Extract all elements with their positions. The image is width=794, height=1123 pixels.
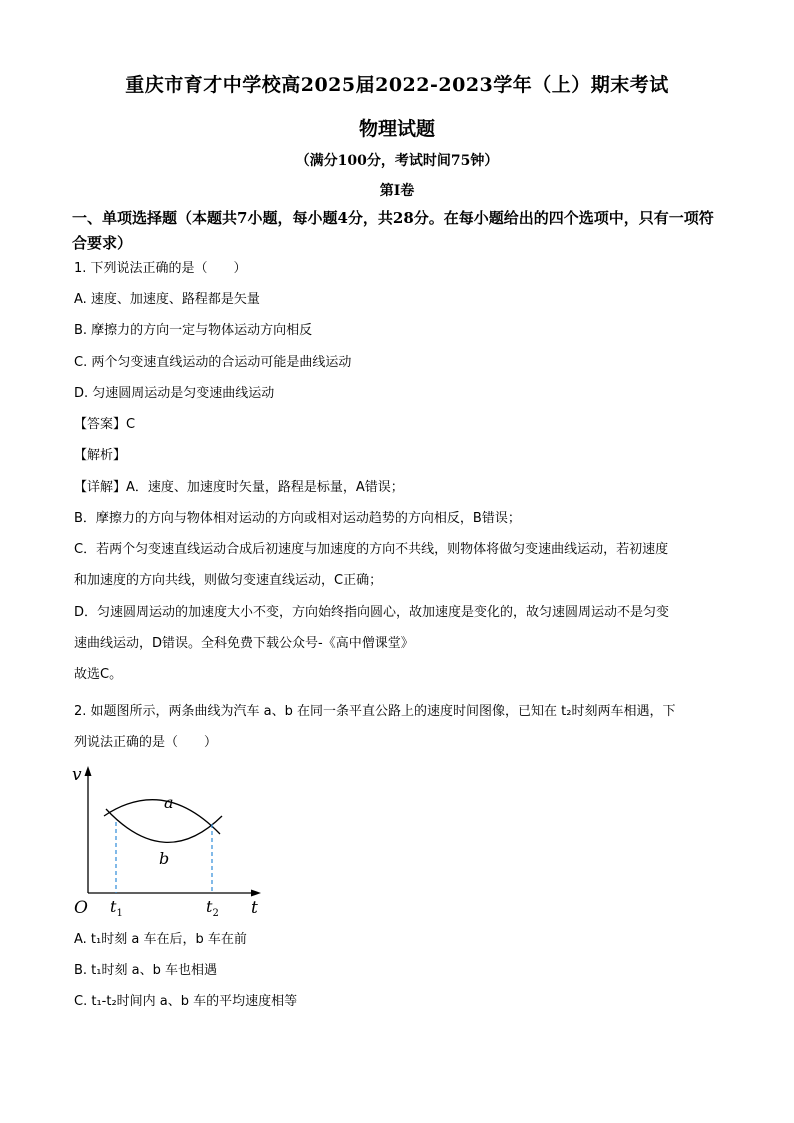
t-axis-label: t <box>251 898 258 918</box>
question-1-option-d: D. 匀速圆周运动是匀变速曲线运动 <box>74 386 275 401</box>
exam-meta: （满分100分，考试时间75钟） <box>295 153 499 169</box>
question-1-detail-line: B．摩擦力的方向与物体相对运动的方向或相对运动趋势的方向相反，B错误； <box>74 511 521 526</box>
question-2-stem-line: 列说法正确的是（ ） <box>74 735 218 750</box>
question-2-option-b: B. t₁时刻 a、b 车也相遇 <box>74 963 217 978</box>
exam-title: 重庆市育才中学校高2025届2022-2023学年（上）期末考试 <box>125 74 669 96</box>
question-1-stem: 1. 下列说法正确的是（ ） <box>74 261 247 276</box>
velocity-time-graph <box>70 760 270 920</box>
volume-label: 第I卷 <box>379 183 415 199</box>
t1-tick-label: $t_1$ <box>110 897 123 919</box>
origin-label: O <box>74 898 88 918</box>
curve-a <box>104 800 220 834</box>
question-2-option-c: C. t₁-t₂时间内 a、b 车的平均速度相等 <box>74 994 298 1009</box>
t-axis-arrow <box>251 890 261 897</box>
curve-b-label: b <box>159 849 170 868</box>
curve-a-label: a <box>164 793 174 812</box>
question-1-detail-line: D．匀速圆周运动的加速度大小不变，方向始终指向圆心，故加速度是变化的，故匀速圆周运动不是匀变 <box>74 605 670 620</box>
v-axis-arrow <box>85 766 92 776</box>
question-1-detail-line: 和加速度的方向共线，则做匀变速直线运动，C正确； <box>74 573 383 588</box>
question-1-option-c: C. 两个匀变速直线运动的合运动可能是曲线运动 <box>74 355 352 370</box>
curve-b <box>106 809 222 842</box>
question-1-conclusion: 故选C。 <box>74 667 123 682</box>
t2-tick-label: $t_2$ <box>206 897 219 919</box>
question-1-detail-line: 速曲线运动，D错误。全科免费下载公众号-《高中僧课堂》 <box>74 636 414 651</box>
question-1-analysis-label: 【解析】 <box>74 448 127 463</box>
question-1-answer: 【答案】C <box>74 417 136 432</box>
question-1-option-b: B. 摩擦力的方向一定与物体运动方向相反 <box>74 323 313 338</box>
question-1-option-a: A. 速度、加速度、路程都是矢量 <box>74 292 260 307</box>
question-2-stem-line: 2. 如题图所示，两条曲线为汽车 a、b 在同一条平直公路上的速度时间图像，已知在 t₂时刻两车相遇，下 <box>74 704 676 719</box>
section-heading: 一、单项选择题（本题共7小题，每小题4分，共28分。在每小题给出的四个选项中，只有一项符合要求） <box>72 209 714 252</box>
question-2-option-a: A. t₁时刻 a 车在后，b 车在前 <box>74 932 247 947</box>
v-axis-label: v <box>72 765 82 785</box>
exam-subject: 物理试题 <box>358 118 435 140</box>
question-1-detail-line: 【详解】A．速度、加速度时矢量，路程是标量，A错误； <box>74 480 404 495</box>
question-1-detail-line: C．若两个匀变速直线运动合成后初速度与加速度的方向不共线，则物体将做匀变速曲线运动，若初速度 <box>74 542 669 557</box>
